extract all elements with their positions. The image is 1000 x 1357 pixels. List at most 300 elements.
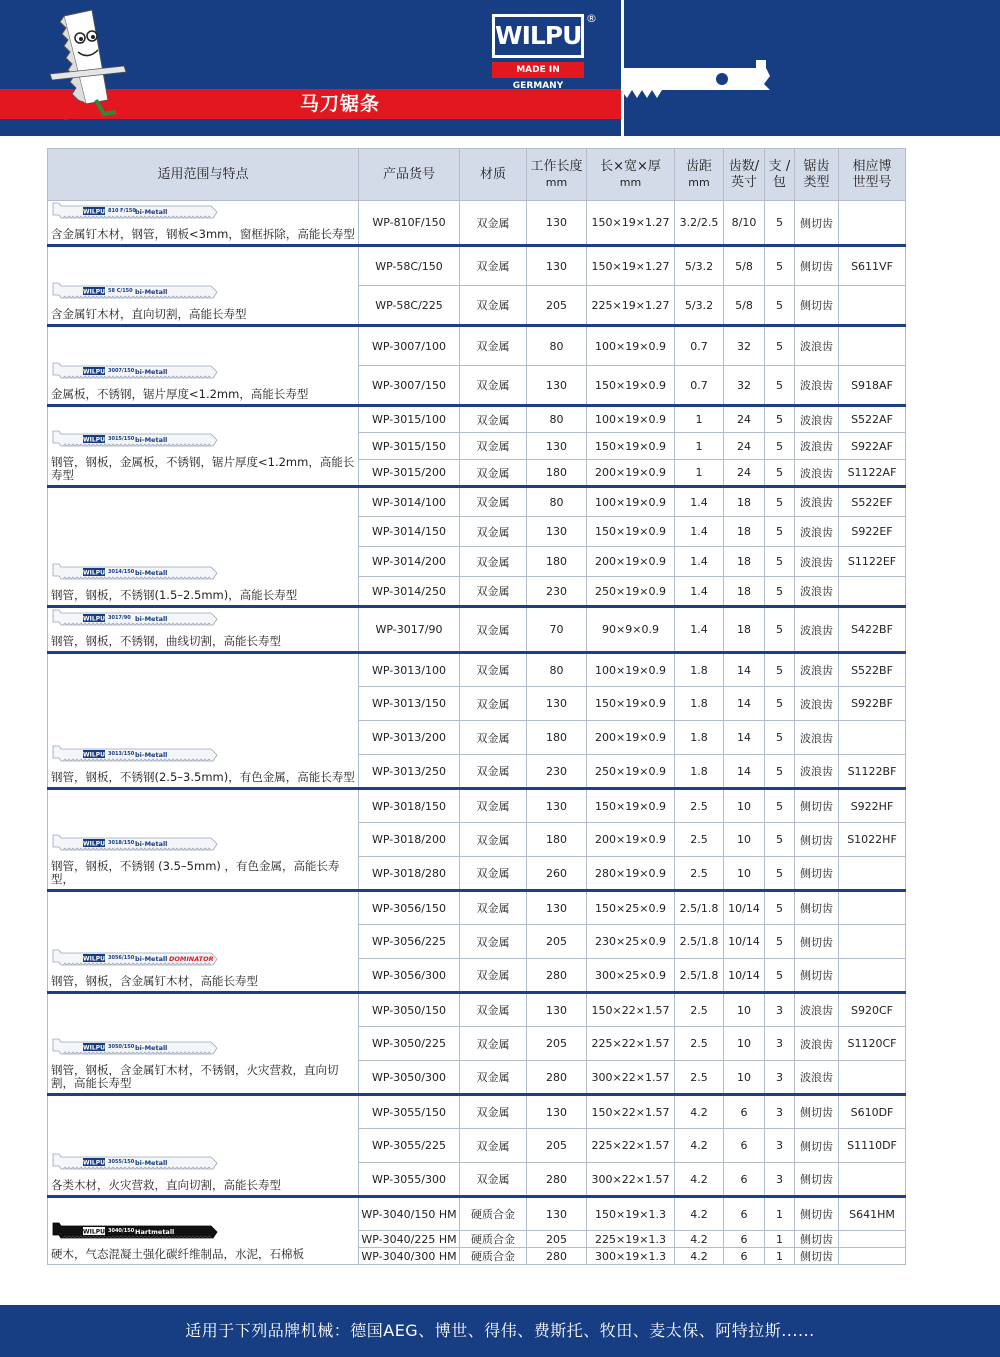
teeth-per-inch: 10 [724,1027,765,1061]
column-header-label: 齿距 [685,158,712,174]
dimensions: 250×19×0.9 [587,577,675,607]
teeth-per-inch: 6 [724,1231,765,1248]
tooth-type: 侧切齿 [795,857,839,891]
table-row [48,406,906,433]
blade-logo-text: WILPU [83,288,105,296]
product-code: WP-3014/150 [359,517,460,547]
tooth-pitch: 1.8 [675,755,724,789]
material: 双金属 [460,1129,527,1163]
application-desc: 钢管，钢板，不锈钢 (3.5–5mm) ，有色金属，高能长寿型， [51,859,340,886]
blade-brand-text: bi-Metall [135,1159,168,1167]
blade-logo-text: WILPU [83,840,105,848]
material: 双金属 [460,547,527,577]
tooth-pitch: 2.5 [675,1061,724,1095]
teeth-per-inch: 18 [724,607,765,653]
working-length: 230 [527,755,587,789]
pack-qty: 5 [765,406,795,433]
bosch-equivalent [839,925,906,959]
working-length: 180 [527,721,587,755]
column-header-unit: 世型号 [852,174,892,190]
tooth-type: 波浪齿 [795,460,839,487]
product-code: WP-3015/200 [359,460,460,487]
pack-qty: 3 [765,1163,795,1197]
tooth-pitch: 4.2 [675,1163,724,1197]
tooth-type: 波浪齿 [795,487,839,517]
working-length: 130 [527,246,587,286]
tooth-pitch: 2.5 [675,823,724,857]
dimensions: 100×19×0.9 [587,326,675,366]
material: 双金属 [460,1027,527,1061]
blade-logo-text: WILPU [83,208,105,216]
bosch-equivalent: S922HF [839,789,906,823]
blade-code-text: 3055/150 [108,1159,135,1165]
dimensions: 150×22×1.57 [587,1095,675,1129]
tooth-type: 侧切齿 [795,1095,839,1129]
material: 双金属 [460,286,527,326]
dimensions: 225×22×1.57 [587,1027,675,1061]
tooth-type: 侧切齿 [795,201,839,246]
teeth-per-inch: 18 [724,547,765,577]
blade-logo-text: WILPU [83,955,105,963]
tooth-type: 波浪齿 [795,517,839,547]
table-row [48,1197,906,1231]
bosch-equivalent [839,959,906,993]
tooth-type: 侧切齿 [795,959,839,993]
pack-qty: 5 [765,460,795,487]
column-header-label: 材质 [479,166,506,182]
tooth-pitch: 2.5/1.8 [675,891,724,925]
column-header-label: 支 / [768,158,791,174]
tooth-pitch: 2.5 [675,993,724,1027]
pack-qty: 3 [765,993,795,1027]
teeth-per-inch: 14 [724,721,765,755]
application-cell [48,607,359,653]
product-code: WP-3040/225 HM [359,1231,460,1248]
dimensions: 150×19×0.9 [587,789,675,823]
column-header-unit: 英寸 [730,174,757,190]
pack-qty: 1 [765,1231,795,1248]
tooth-type: 波浪齿 [795,687,839,721]
bosch-equivalent [839,326,906,366]
tooth-pitch: 1.8 [675,687,724,721]
table-row [48,246,906,286]
application-cell [48,326,359,406]
blade-logo-text: WILPU [83,1159,105,1167]
blade-thumbnail [51,562,356,583]
dimensions: 200×19×0.9 [587,721,675,755]
working-length: 130 [527,1095,587,1129]
tooth-pitch: 1.4 [675,577,724,607]
bosch-equivalent: S1122EF [839,547,906,577]
application-desc: 钢管，钢板，不锈钢(1.5–2.5mm)，高能长寿型 [51,588,298,602]
application-desc: 含金属钉木材，钢管，钢板<3mm，窗框拆除，高能长寿型 [51,227,355,241]
blade-thumbnail [51,1221,356,1242]
tooth-type: 波浪齿 [795,577,839,607]
bosch-equivalent: S610DF [839,1095,906,1129]
column-header [795,149,839,201]
blade-brand-text: bi-Metall [135,288,168,296]
column-header-label: 适用范围与特点 [157,166,249,182]
column-header [48,149,359,201]
teeth-per-inch: 6 [724,1197,765,1231]
teeth-per-inch: 32 [724,326,765,366]
tooth-pitch: 2.5 [675,1027,724,1061]
dimensions: 225×19×1.27 [587,286,675,326]
column-header [527,149,587,201]
dimensions: 200×19×0.9 [587,460,675,487]
bosch-equivalent: S922BF [839,687,906,721]
dimensions: 150×19×0.9 [587,687,675,721]
bosch-equivalent: S1022HF [839,823,906,857]
working-length: 130 [527,891,587,925]
bosch-equivalent: S922EF [839,517,906,547]
teeth-per-inch: 10 [724,823,765,857]
blade-code-text: 3056/150 [108,955,135,961]
working-length: 130 [527,789,587,823]
blade-logo-text: WILPU [83,1228,105,1236]
teeth-per-inch: 32 [724,366,765,406]
application-desc: 钢管，钢板，金属板，不锈钢，锯片厚度<1.2mm，高能长寿型 [51,455,355,482]
blade-code-text: 3015/150 [108,436,135,442]
product-code: WP-3056/300 [359,959,460,993]
pack-qty: 5 [765,326,795,366]
product-code: WP-3013/100 [359,653,460,687]
bosch-equivalent [839,201,906,246]
working-length: 130 [527,366,587,406]
tooth-type: 波浪齿 [795,406,839,433]
material: 双金属 [460,366,527,406]
dimensions: 200×19×0.9 [587,823,675,857]
pack-qty: 5 [765,246,795,286]
tooth-type: 波浪齿 [795,433,839,460]
dimensions: 150×19×1.3 [587,1197,675,1231]
column-header-unit: 包 [772,174,786,190]
footer-compat-text: 适用于下列品牌机械：德国AEG、博世、得伟、费斯托、牧田、麦太保、阿特拉斯...... [0,1305,1000,1357]
product-code: WP-3007/100 [359,326,460,366]
tooth-pitch: 2.5 [675,789,724,823]
product-code: WP-3014/100 [359,487,460,517]
blade-brand-text: bi-Metall [135,1044,168,1052]
working-length: 205 [527,1027,587,1061]
tooth-type: 侧切齿 [795,1163,839,1197]
blade-brand-text: bi-Metall [135,436,168,444]
teeth-per-inch: 6 [724,1163,765,1197]
material: 双金属 [460,607,527,653]
saw-blade-profile-icon [624,60,784,120]
product-code: WP-3055/150 [359,1095,460,1129]
teeth-per-inch: 24 [724,460,765,487]
column-header-label: 锯齿 [803,158,830,174]
working-length: 70 [527,607,587,653]
product-code: WP-3007/150 [359,366,460,406]
blade-thumbnail [51,948,356,969]
blade-brand-text: bi-Metall [135,208,168,216]
dimensions: 100×19×0.9 [587,406,675,433]
material: 双金属 [460,406,527,433]
column-header-unit: mm [688,175,710,189]
blade-thumbnail [51,201,356,222]
tooth-type: 波浪齿 [795,607,839,653]
table-row [48,326,906,366]
pack-qty: 3 [765,1129,795,1163]
blade-brand-text: bi-Metall [135,840,168,848]
dimensions: 225×19×1.3 [587,1231,675,1248]
blade-extra-text: DOMINATOR [169,955,214,963]
pack-qty: 5 [765,687,795,721]
pack-qty: 5 [765,925,795,959]
bosch-equivalent: S422BF [839,607,906,653]
blade-thumbnail [51,361,356,382]
dimensions: 150×19×0.9 [587,517,675,547]
working-length: 80 [527,326,587,366]
blade-brand-text: bi-Metall [135,615,168,623]
table-row [48,607,906,653]
tooth-type: 波浪齿 [795,993,839,1027]
teeth-per-inch: 5/8 [724,286,765,326]
pack-qty: 5 [765,607,795,653]
application-desc: 各类木材，火灾营救，直向切割，高能长寿型 [51,1178,281,1192]
bosch-equivalent: S1122BF [839,755,906,789]
working-length: 130 [527,687,587,721]
application-desc: 硬木，气态混凝土强化碳纤维制品，水泥，石棉板 [51,1247,304,1261]
pack-qty: 3 [765,1061,795,1095]
teeth-per-inch: 10 [724,993,765,1027]
working-length: 280 [527,1061,587,1095]
product-code: WP-3050/150 [359,993,460,1027]
teeth-per-inch: 6 [724,1248,765,1265]
working-length: 280 [527,1248,587,1265]
teeth-per-inch: 14 [724,687,765,721]
saw-blade-icon [51,1221,221,1239]
teeth-per-inch: 10 [724,789,765,823]
page-title: 马刀锯条 [299,93,380,115]
material: 双金属 [460,925,527,959]
tooth-type: 波浪齿 [795,547,839,577]
pack-qty: 3 [765,1095,795,1129]
blade-brand-text: bi-Metall [135,368,168,376]
tooth-type: 侧切齿 [795,925,839,959]
column-header-label: 齿数/ [728,158,760,174]
pack-qty: 5 [765,547,795,577]
product-code: WP-3040/150 HM [359,1197,460,1231]
column-header-label: 工作长度 [530,158,583,174]
product-code: WP-3013/250 [359,755,460,789]
tooth-pitch: 2.5/1.8 [675,925,724,959]
bosch-equivalent: S1110DF [839,1129,906,1163]
working-length: 260 [527,857,587,891]
wilpu-logo: WILPU [492,14,584,58]
product-code: WP-3018/280 [359,857,460,891]
teeth-per-inch: 18 [724,487,765,517]
tooth-type: 侧切齿 [795,246,839,286]
application-cell [48,993,359,1095]
saw-blade-icon [51,429,221,447]
product-code: WP-3055/225 [359,1129,460,1163]
material: 双金属 [460,857,527,891]
tooth-pitch: 4.2 [675,1095,724,1129]
blade-code-text: 3017/90 [108,615,131,621]
product-code: WP-3050/225 [359,1027,460,1061]
product-code: WP-3017/90 [359,607,460,653]
tooth-pitch: 2.5 [675,857,724,891]
application-desc: 钢管，钢板，不锈钢(2.5–3.5mm)，有色金属，高能长寿型 [51,770,355,784]
table-row [48,891,906,925]
working-length: 230 [527,577,587,607]
tooth-type: 侧切齿 [795,1231,839,1248]
dimensions: 300×22×1.57 [587,1061,675,1095]
application-cell [48,789,359,891]
application-desc: 金属板，不锈钢，锯片厚度<1.2mm，高能长寿型 [51,387,309,401]
teeth-per-inch: 14 [724,755,765,789]
table-row [48,653,906,687]
tooth-pitch: 0.7 [675,366,724,406]
working-length: 130 [527,993,587,1027]
blade-logo-text: WILPU [83,569,105,577]
teeth-per-inch: 18 [724,577,765,607]
blade-brand-text: bi-Metall [135,955,168,963]
application-cell [48,406,359,487]
pack-qty: 5 [765,577,795,607]
bosch-equivalent [839,1163,906,1197]
dimensions: 150×19×1.27 [587,201,675,246]
teeth-per-inch: 10/14 [724,959,765,993]
dimensions: 200×19×0.9 [587,547,675,577]
teeth-per-inch: 24 [724,406,765,433]
blade-logo-text: WILPU [83,1044,105,1052]
bosch-equivalent [839,721,906,755]
pack-qty: 5 [765,891,795,925]
pack-qty: 5 [765,857,795,891]
tooth-type: 侧切齿 [795,286,839,326]
product-table [47,148,906,1265]
product-code: WP-3018/150 [359,789,460,823]
working-length: 80 [527,653,587,687]
tooth-type: 侧切齿 [795,1197,839,1231]
blade-logo-text: WILPU [83,368,105,376]
material: 硬质合金 [460,1248,527,1265]
teeth-per-inch: 10/14 [724,891,765,925]
dimensions: 300×22×1.57 [587,1163,675,1197]
dimensions: 300×25×0.9 [587,959,675,993]
blade-thumbnail [51,281,356,302]
material: 双金属 [460,1061,527,1095]
blade-code-text: 3013/150 [108,751,135,757]
material: 双金属 [460,653,527,687]
pack-qty: 5 [765,755,795,789]
material: 双金属 [460,577,527,607]
tooth-pitch: 4.2 [675,1197,724,1231]
tooth-type: 波浪齿 [795,326,839,366]
working-length: 280 [527,959,587,993]
blade-code-text: 3018/150 [108,840,135,846]
material: 双金属 [460,433,527,460]
saw-blade-icon [51,1037,221,1055]
bosch-equivalent [839,286,906,326]
product-code: WP-3055/300 [359,1163,460,1197]
blade-code-text: 3014/150 [108,569,135,575]
dimensions: 225×22×1.57 [587,1129,675,1163]
saw-blade-icon [51,361,221,379]
column-header-label: 产品货号 [382,166,435,182]
application-cell [48,1197,359,1265]
application-cell [48,487,359,607]
tooth-type: 侧切齿 [795,823,839,857]
bosch-equivalent: S522BF [839,653,906,687]
working-length: 80 [527,406,587,433]
pack-qty: 5 [765,721,795,755]
working-length: 180 [527,547,587,577]
product-code: WP-58C/225 [359,286,460,326]
blade-code-text: 58 C/150 [108,288,133,294]
material: 双金属 [460,1163,527,1197]
working-length: 130 [527,201,587,246]
tooth-pitch: 1.8 [675,653,724,687]
tooth-type: 波浪齿 [795,721,839,755]
dimensions: 150×25×0.9 [587,891,675,925]
working-length: 280 [527,1163,587,1197]
blade-logo-text: WILPU [83,436,105,444]
material: 双金属 [460,326,527,366]
pack-qty: 5 [765,823,795,857]
teeth-per-inch: 18 [724,517,765,547]
saw-blade-icon [51,608,221,626]
blade-code-text: 810 F/150 [108,208,136,214]
pack-qty: 3 [765,1027,795,1061]
bosch-equivalent: S522AF [839,406,906,433]
teeth-per-inch: 5/8 [724,246,765,286]
material: 双金属 [460,246,527,286]
product-code: WP-3056/225 [359,925,460,959]
tooth-pitch: 1 [675,460,724,487]
pack-qty: 1 [765,1197,795,1231]
bosch-equivalent: S611VF [839,246,906,286]
tooth-pitch: 4.2 [675,1231,724,1248]
product-code: WP-58C/150 [359,246,460,286]
blade-code-text: 3007/150 [108,368,135,374]
tooth-pitch: 1.4 [675,607,724,653]
teeth-per-inch: 6 [724,1129,765,1163]
working-length: 130 [527,517,587,547]
material: 双金属 [460,755,527,789]
table-row [48,201,906,246]
product-code: WP-3013/200 [359,721,460,755]
saw-blade-icon [51,1152,221,1170]
tooth-type: 波浪齿 [795,366,839,406]
bosch-equivalent: S1120CF [839,1027,906,1061]
tooth-type: 侧切齿 [795,789,839,823]
teeth-per-inch: 14 [724,653,765,687]
dimensions: 230×25×0.9 [587,925,675,959]
product-code: WP-3013/150 [359,687,460,721]
tooth-pitch: 1.4 [675,517,724,547]
column-header-unit: 类型 [803,174,830,190]
teeth-per-inch: 6 [724,1095,765,1129]
tooth-type: 侧切齿 [795,1129,839,1163]
bosch-equivalent [839,1248,906,1265]
application-cell [48,201,359,246]
tooth-pitch: 4.2 [675,1248,724,1265]
pack-qty: 5 [765,433,795,460]
table-row [48,487,906,517]
column-header [675,149,724,201]
tooth-type: 波浪齿 [795,1061,839,1095]
column-header [839,149,906,201]
working-length: 205 [527,1231,587,1248]
registered-mark: ® [586,12,597,25]
tooth-pitch: 1 [675,433,724,460]
tooth-pitch: 1.4 [675,487,724,517]
saw-blade-icon [51,948,221,966]
